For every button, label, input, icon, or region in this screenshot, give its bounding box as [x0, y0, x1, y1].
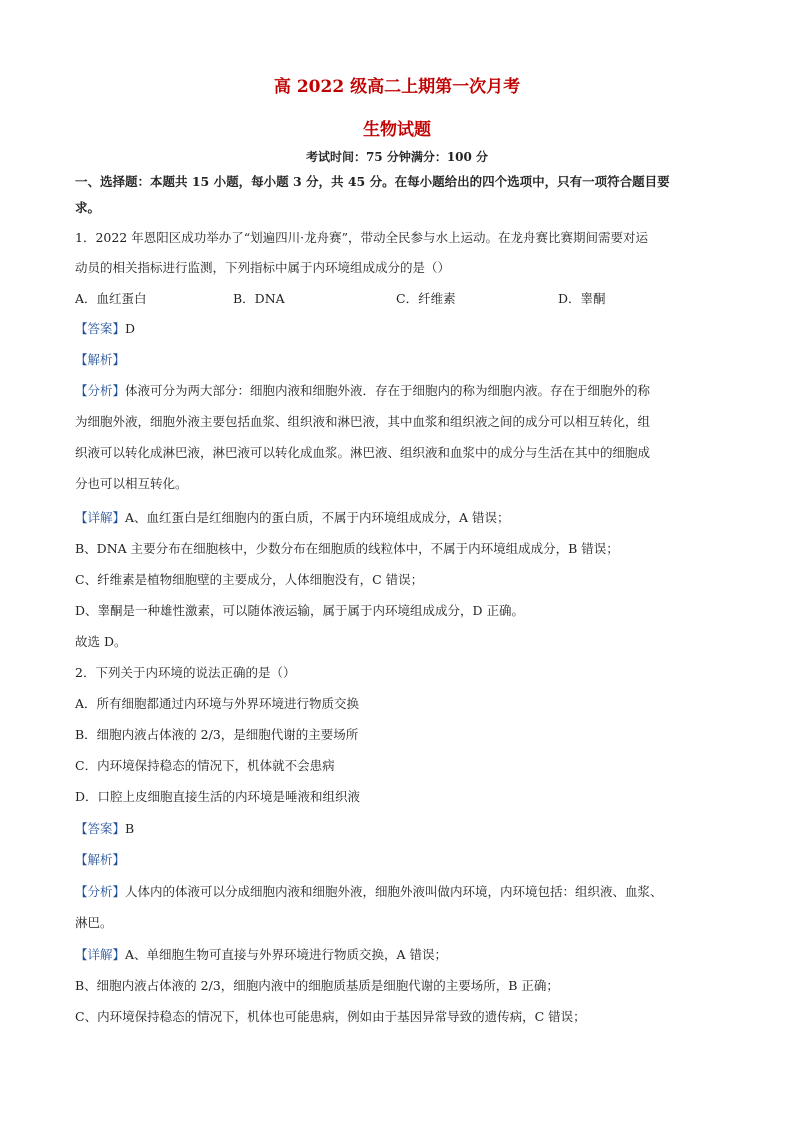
q1-option-d: D．睾酮: [558, 291, 606, 306]
q1-fenxi-line3: 织液可以转化成淋巴液，淋巴液可以转化成血浆。淋巴液、组织液和血浆中的成分与生活在其中的细胞成: [75, 445, 651, 460]
subject-title: 生物试题: [363, 120, 431, 140]
section-heading-line2: 求。: [75, 200, 101, 215]
q2-detail-a: [75, 945, 447, 963]
xiangjie-label: 【详解】: [75, 510, 126, 525]
q2-stem: 2．下列关于内环境的说法正确的是（）: [75, 665, 296, 680]
section-heading-line1: 一、选择题：本题共 15 小题，每小题 3 分，共 45 分。在每小题给出的四个选项中，只有一项符合题目要: [75, 174, 670, 189]
answer-label: 【答案】: [75, 321, 126, 336]
q1-option-b: B．DNA: [233, 291, 285, 306]
q1-fenxi-line4: 分也可以相互转化。: [75, 476, 188, 491]
q1-fenxi-line2: 为细胞外液，细胞外液主要包括血浆、组织液和淋巴液，其中血浆和组织液之间的成分可以相互转化，组: [75, 414, 651, 429]
exam-meta: 考试时间：75 分钟满分：100 分: [305, 150, 489, 164]
analysis-label: 【解析】: [75, 852, 126, 867]
q1-answer: [75, 319, 135, 337]
q1-detail-a: [75, 508, 510, 526]
q1-answer-value: D: [125, 321, 136, 336]
analysis-label: 【解析】: [75, 352, 126, 367]
q2-option-d: D．口腔上皮细胞直接生活的内环境是唾液和组织液: [75, 789, 361, 804]
q1-fenxi-line1: [75, 381, 650, 399]
exam-title: 高 2022 级高二上期第一次月考: [273, 77, 521, 97]
fenxi-label: 【分析】: [75, 884, 126, 899]
q2-option-b: B．细胞内液占体液的 2/3，是细胞代谢的主要场所: [75, 727, 359, 742]
q1-fenxi-text1: 体液可分为两大部分：细胞内液和细胞外液．存在于细胞内的称为细胞内液。存在于细胞外的称: [125, 383, 651, 398]
q1-option-a: A．血红蛋白: [75, 291, 147, 306]
q1-option-c: C．纤维素: [396, 291, 456, 306]
fenxi-label: 【分析】: [75, 383, 126, 398]
q2-fenxi-line1: [75, 882, 663, 900]
q1-analysis-heading: [75, 350, 125, 368]
q1-detail-a-text: A、血红蛋白是红细胞内的蛋白质，不属于内环境组成成分，A 错误；: [125, 510, 510, 525]
q2-option-c: C．内环境保持稳态的情况下，机体就不会患病: [75, 758, 335, 773]
q1-detail-d: D、睾酮是一种雄性激素，可以随体液运输，属于属于内环境组成成分，D 正确。: [75, 603, 525, 618]
q2-answer-value: B: [125, 821, 135, 836]
q2-detail-b: B、细胞内液占体液的 2/3，细胞内液中的细胞质基质是细胞代谢的主要场所，B 正确；: [75, 978, 559, 993]
q1-conclusion: 故选 D。: [75, 634, 127, 649]
q1-stem-line2: 动员的相关指标进行监测，下列指标中属于内环境组成成分的是（）: [75, 260, 451, 275]
q2-analysis-heading: [75, 850, 125, 868]
q2-detail-c: C、内环境保持稳态的情况下，机体也可能患病，例如由于基因异常导致的遗传病，C 错误；: [75, 1009, 586, 1024]
answer-label: 【答案】: [75, 821, 126, 836]
q2-fenxi-text1: 人体内的体液可以分成细胞内液和细胞外液，细胞外液叫做内环境，内环境包括：组织液、血浆、: [125, 884, 663, 899]
q1-detail-c: C、纤维素是植物细胞壁的主要成分，人体细胞没有，C 错误；: [75, 572, 424, 587]
q2-answer: [75, 819, 134, 837]
xiangjie-label: 【详解】: [75, 947, 126, 962]
q1-detail-b: B、DNA 主要分布在细胞核中，少数分布在细胞质的线粒体中，不属于内环境组成成分，B 错误；: [75, 541, 619, 556]
q2-detail-a-text: A、单细胞生物可直接与外界环境进行物质交换，A 错误；: [125, 947, 448, 962]
q2-fenxi-line2: 淋巴。: [75, 915, 113, 930]
q1-stem-line1: 1．2022 年恩阳区成功举办了“划遍四川·龙舟赛”，带动全民参与水上运动。在龙舟赛比赛期间需要对运: [75, 230, 648, 245]
q2-option-a: A．所有细胞都通过内环境与外界环境进行物质交换: [75, 696, 360, 711]
